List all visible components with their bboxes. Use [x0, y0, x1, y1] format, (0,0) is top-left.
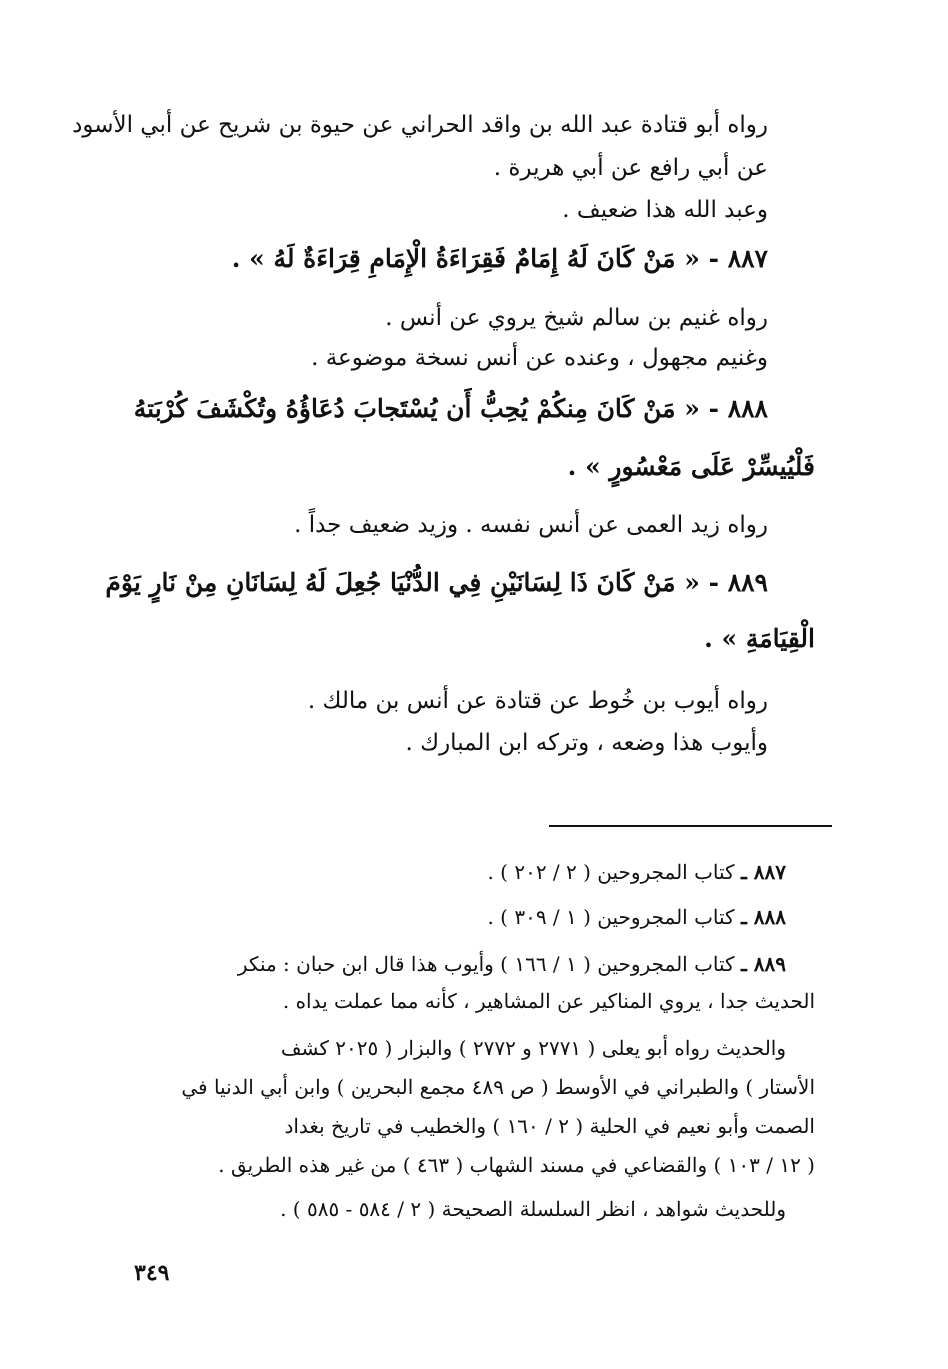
body-line-3: وعبد الله هذا ضعيف .	[562, 197, 768, 223]
body-line-8: وأيوب هذا وضعه ، وتركه ابن المبارك .	[405, 730, 768, 756]
footnote-889-line-2: الحديث جدا ، يروي المناكير عن المشاهير ، كأنه مما عملت يداه .	[282, 989, 815, 1013]
footnote-text-888: كتاب المجروحين ( ١ / ٣٠٩ ) .	[487, 905, 735, 929]
body-line-7: رواه أيوب بن خُوط عن قتادة عن أنس بن مالك .	[307, 688, 768, 714]
footnote-separator	[549, 825, 832, 827]
body-line-2: عن أبي رافع عن أبي هريرة .	[493, 155, 768, 181]
hadith-text-888-part-1: - « مَنْ كَانَ مِنكُمْ يُحِبُّ أَن يُسْتَجابَ دُعَاؤُهُ وتُكْشَفَ كُرْبَتهُ	[133, 394, 719, 423]
hadith-888-line-1	[134, 394, 768, 424]
footnote-text-887: كتاب المجروحين ( ٢ / ٢٠٢ ) .	[487, 860, 735, 884]
footnote-paragraph-line-4: ( ١٢ / ١٠٣ ) والقضاعي في مسند الشهاب ( ٤٦٣ ) من غير هذه الطريق .	[218, 1153, 815, 1177]
footnote-number-887: ٨٨٧ ـ	[740, 860, 786, 884]
body-line-6: رواه زيد العمى عن أنس نفسه . وزيد ضعيف جداً .	[294, 512, 768, 538]
body-line-5: وغنيم مجهول ، وعنده عن أنس نسخة موضوعة .	[311, 345, 768, 371]
hadith-number-889: ٨٨٩	[727, 568, 768, 597]
footnote-887	[487, 860, 786, 884]
body-line-4: رواه غنيم بن سالم شيخ يروي عن أنس .	[385, 305, 768, 331]
footnote-number-888: ٨٨٨ ـ	[740, 905, 786, 929]
hadith-889-line-2: الْقِيَامَةِ » .	[704, 624, 815, 653]
footnote-paragraph-line-2: الأستار ) والطبراني في الأوسط ( ص ٤٨٩ مجمع البحرين ) وابن أبي الدنيا في	[181, 1075, 815, 1099]
hadith-number-887: ٨٨٧	[727, 244, 768, 273]
footnote-paragraph-line-1: والحديث رواه أبو يعلى ( ٢٧٧١ و ٢٧٧٢ ) والبزار ( ٢٠٢٥ كشف	[280, 1036, 786, 1060]
footnote-889-line-1	[238, 952, 786, 976]
body-line-1: رواه أبو قتادة عبد الله بن واقد الحراني عن حيوة بن شريح عن أبي الأسود	[72, 112, 768, 138]
hadith-887	[232, 244, 768, 274]
footnote-paragraph-line-3: الصمت وأبو نعيم في الحلية ( ٢ / ١٦٠ ) والخطيب في تاريخ بغداد	[284, 1114, 815, 1138]
footnote-888	[487, 905, 786, 929]
hadith-889-line-1	[105, 568, 768, 598]
hadith-888-line-2: فَلْيُيسِّرْ عَلَى مَعْسُورٍ » .	[567, 452, 815, 481]
hadith-text-887: - « مَنْ كَانَ لَهُ إِمَامٌ فَقِرَاءَةُ الْإِمَامِ قِرَاءَةٌ لَهُ » .	[231, 244, 719, 273]
page-number: ٣٤٩	[134, 1260, 170, 1286]
footnote-paragraph-line-5: وللحديث شواهد ، انظر السلسلة الصحيحة ( ٢ / ٥٨٤ - ٥٨٥ ) .	[280, 1197, 786, 1221]
footnote-text-889-part-1: كتاب المجروحين ( ١ / ١٦٦ ) وأيوب هذا قال ابن حبان : منكر	[237, 952, 735, 976]
hadith-text-889-part-1: - « مَنْ كَانَ ذَا لِسَانَيْنِ فِي الدُّنْيَا جُعِلَ لَهُ لِسَانَانِ مِنْ نَارٍ يَوْمَ	[105, 568, 719, 597]
hadith-number-888: ٨٨٨	[727, 394, 768, 423]
footnote-number-889: ٨٨٩ ـ	[740, 952, 786, 976]
